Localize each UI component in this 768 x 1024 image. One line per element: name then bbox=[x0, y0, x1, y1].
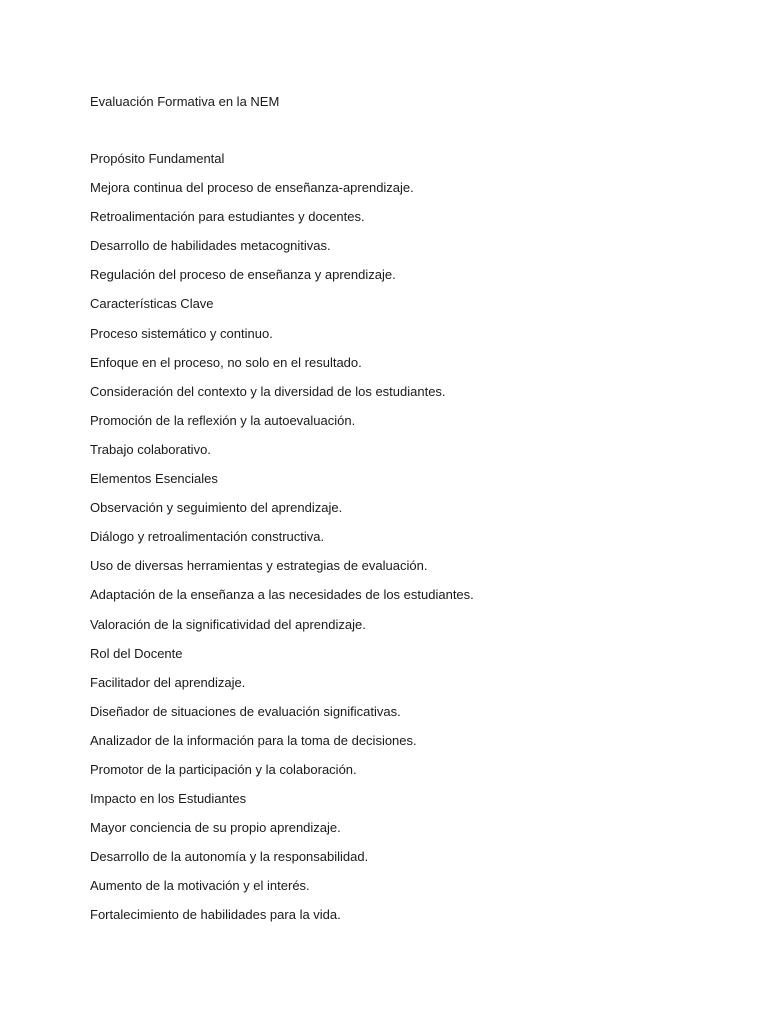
text-line: Promotor de la participación y la colaboración. bbox=[90, 761, 357, 777]
text-line: Mejora continua del proceso de enseñanza-aprendizaje. bbox=[90, 180, 414, 196]
section-heading-elementos: Elementos Esenciales bbox=[90, 471, 218, 487]
section-heading-rol: Rol del Docente bbox=[90, 645, 183, 661]
section-heading-caracteristicas: Características Clave bbox=[90, 296, 214, 312]
text-line: Analizador de la información para la toma de decisiones. bbox=[90, 732, 417, 748]
text-line: Adaptación de la enseñanza a las necesidades de los estudiantes. bbox=[90, 587, 474, 603]
text-line: Diálogo y retroalimentación constructiva. bbox=[90, 529, 325, 545]
text-line: Proceso sistemático y continuo. bbox=[90, 325, 273, 341]
text-line: Regulación del proceso de enseñanza y aprendizaje. bbox=[90, 267, 396, 283]
text-line: Observación y seguimiento del aprendizaje. bbox=[90, 500, 343, 516]
text-line: Uso de diversas herramientas y estrategias de evaluación. bbox=[90, 558, 428, 574]
text-line: Aumento de la motivación y el interés. bbox=[90, 878, 310, 894]
text-line: Consideración del contexto y la diversidad de los estudiantes. bbox=[90, 383, 446, 399]
document-title: Evaluación Formativa en la NEM bbox=[90, 94, 280, 109]
text-line: Fortalecimiento de habilidades para la vida. bbox=[90, 907, 341, 923]
text-line: Enfoque en el proceso, no solo en el resultado. bbox=[90, 354, 362, 370]
text-line: Trabajo colaborativo. bbox=[90, 441, 211, 457]
text-line: Facilitador del aprendizaje. bbox=[90, 674, 246, 690]
text-line: Desarrollo de la autonomía y la responsabilidad. bbox=[90, 849, 369, 865]
text-line: Promoción de la reflexión y la autoevaluación. bbox=[90, 412, 356, 428]
text-line: Valoración de la significatividad del aprendizaje. bbox=[90, 616, 366, 632]
section-heading-impacto: Impacto en los Estudiantes bbox=[90, 791, 247, 807]
text-line: Mayor conciencia de su propio aprendizaje. bbox=[90, 820, 341, 836]
text-line: Retroalimentación para estudiantes y docentes. bbox=[90, 209, 365, 225]
text-line: Desarrollo de habilidades metacognitivas. bbox=[90, 238, 331, 254]
section-heading-proposito: Propósito Fundamental bbox=[90, 151, 225, 166]
document-lines bbox=[90, 149, 474, 935]
text-line: Diseñador de situaciones de evaluación significativas. bbox=[90, 703, 401, 719]
